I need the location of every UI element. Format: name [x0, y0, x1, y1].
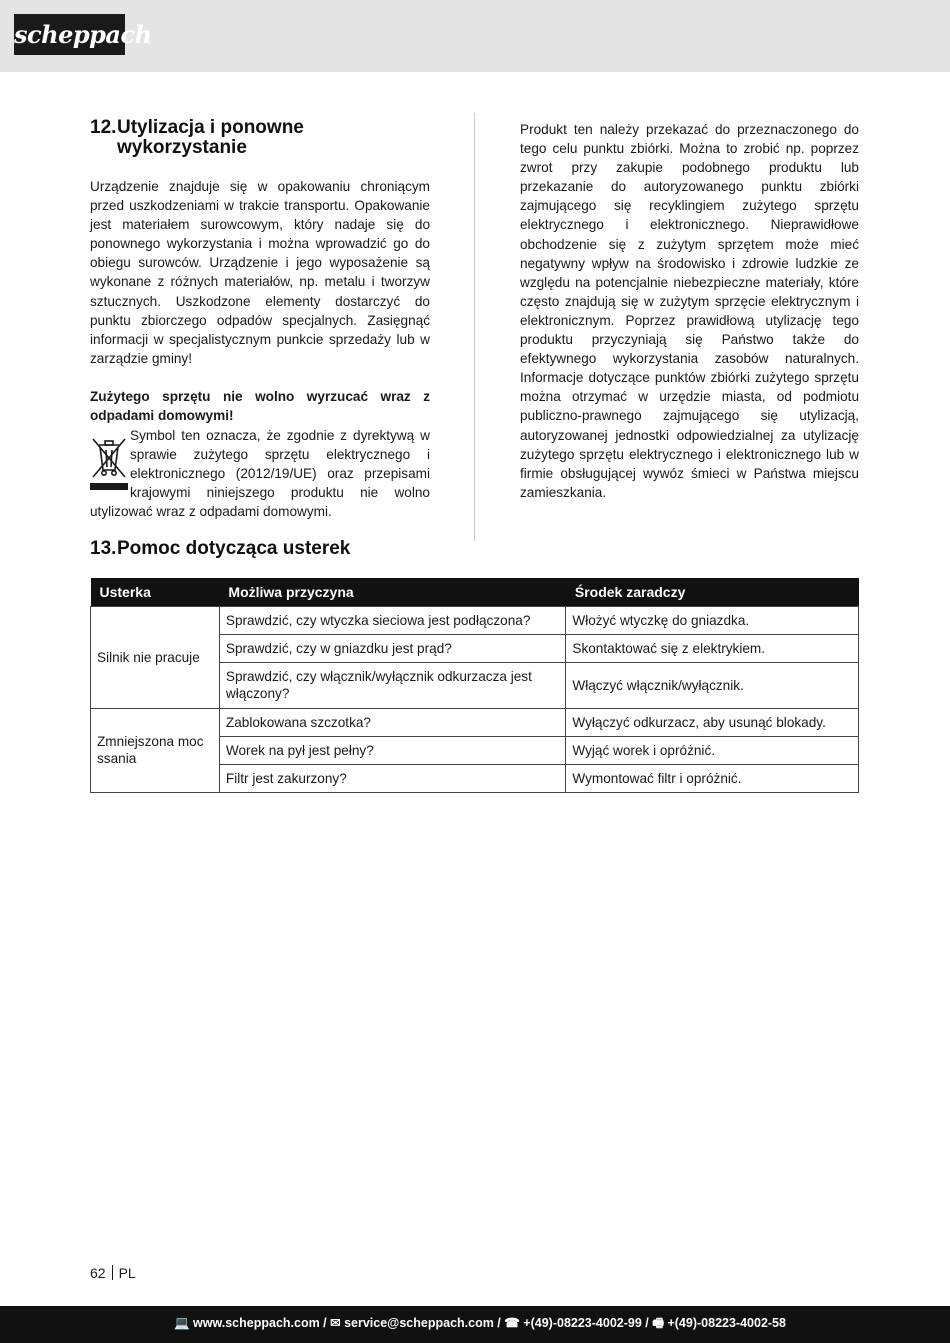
table-header-row [91, 578, 859, 606]
section-13-heading [90, 539, 350, 559]
weee-symbol-text [90, 426, 430, 521]
remedy-cell: Włączyć włącznik/wyłącznik. [566, 662, 859, 708]
column-header-cause: Możliwa przyczyna [219, 578, 565, 606]
cause-cell: Worek na pył jest pełny? [219, 736, 565, 764]
page-language: PL [118, 1265, 136, 1281]
remedy-cell: Wyłączyć odkurzacz, aby usunąć blokady. [566, 708, 859, 736]
remedy-cell: Wymontować filtr i opróżnić. [566, 764, 859, 792]
cause-cell: Zablokowana szczotka? [219, 708, 565, 736]
disposal-warning: Zużytego sprzętu nie wolno wyrzucać wraz z odpadami domowymi! [90, 389, 430, 424]
weee-symbol-text-content: Symbol ten oznacza, że zgodnie z dyrektywą w sprawie zużytego sprzętu elektrycznego i elektronicznego (2012/19/UE) oraz przepisami krajowymi niniejszego produktu nie wolno utylizować wraz z odpadami domowymi. [90, 428, 430, 520]
collection-point-paragraph: Produkt ten należy przekazać do przeznaczonego do tego celu punktu zbiórki. Można to zrobić np. poprzez zwrot przy zakupie podobnego produktu lub przekazanie do autoryzowanego punktu zbiórki zajmującego się recyklingiem zużytego sprzętu elektrycznego i elektronicznego. Nieprawidłowe obchodzenie się z zużytym sprzętem może mieć negatywny wpływ na środowisko i zdrowie ludzkie ze względu na potencjalnie niebezpieczne materiały, które często znajdują się w zużytym sprzęcie elektrycznym i elektronicznym. Poprzez prawidłową utylizację tego produktu przyczyniają się Państwo także do efektywnego wykorzystania zasobów naturalnych. Informacje dotyczące punktów zbiórki zużytego sprzętu można otrzymać w urzędzie miasta, od podmiotu publiczno-prawnego zajmującego się utylizacją, autoryzowanej jednostki odpowiedzialnej za utylizację zużytego sprzętu elektrycznego i elektronicznego lub w firmie obsługującej wywóz śmieci w Państwa miejscu zamieszkania. [520, 122, 859, 500]
section-13-number: 13. [90, 538, 117, 559]
disposal-paragraph: Urządzenie znajduje się w opakowaniu chroniącym przed uszkodzeniami w trakcie transportu. Opakowanie jest materiałem surowcowym, który nadaje się do ponownego wykorzystania i można wprowadzić go do obiegu surowców. Urządzenie i jego wyposażenie są wykonane z różnych materiałów, np. metalu i tworzyw sztucznych. Uszkodzone elementy dostarczyć do punktu zbiorczego odpadów specjalnych. Zasięgnąć informacji w specjalistycznym punkcie sprzedaży lub w zarządzie gminy! [90, 179, 430, 366]
scheppach-logo: scheppach [14, 14, 125, 55]
footer-contact-line: 💻 www.scheppach.com / ✉ service@scheppach.com / ☎ +(49)-08223-4002-99 / 🖷 +(49)-08223-4002-58 [174, 1316, 786, 1330]
page-footer [0, 1306, 950, 1343]
column-header-remedy: Środek zaradczy [566, 578, 859, 606]
remedy-cell: Włożyć wtyczkę do gniazdka. [566, 606, 859, 634]
column-header-fault: Usterka [91, 578, 220, 606]
cause-cell: Sprawdzić, czy w gniazdku jest prąd? [219, 634, 565, 662]
section-13-title: Pomoc dotycząca usterek [117, 538, 351, 559]
remedy-cell: Skontaktować się z elektrykiem. [566, 634, 859, 662]
section-12-title-line2: wykorzystanie [117, 137, 247, 158]
fault-cell: Zmniejszona moc ssania [91, 708, 220, 792]
section-12-heading [90, 118, 304, 158]
column-divider [474, 113, 475, 541]
cause-cell: Filtr jest zakurzony? [219, 764, 565, 792]
cause-cell: Sprawdzić, czy wtyczka sieciowa jest podłączona? [219, 606, 565, 634]
section-12-number: 12. [90, 117, 117, 138]
remedy-cell: Wyjąć worek i opróżnić. [566, 736, 859, 764]
table-row [91, 708, 859, 736]
section-12-title-line1: Utylizacja i ponowne [117, 117, 304, 138]
troubleshooting-table [90, 578, 859, 793]
page-number-value: 62 [90, 1265, 106, 1281]
page-header [0, 0, 950, 72]
fault-cell: Silnik nie pracuje [91, 606, 220, 708]
table-row [91, 606, 859, 634]
page-number [90, 1265, 136, 1281]
page-number-separator [112, 1265, 113, 1280]
cause-cell: Sprawdzić, czy włącznik/wyłącznik odkurzacza jest włączony? [219, 662, 565, 708]
